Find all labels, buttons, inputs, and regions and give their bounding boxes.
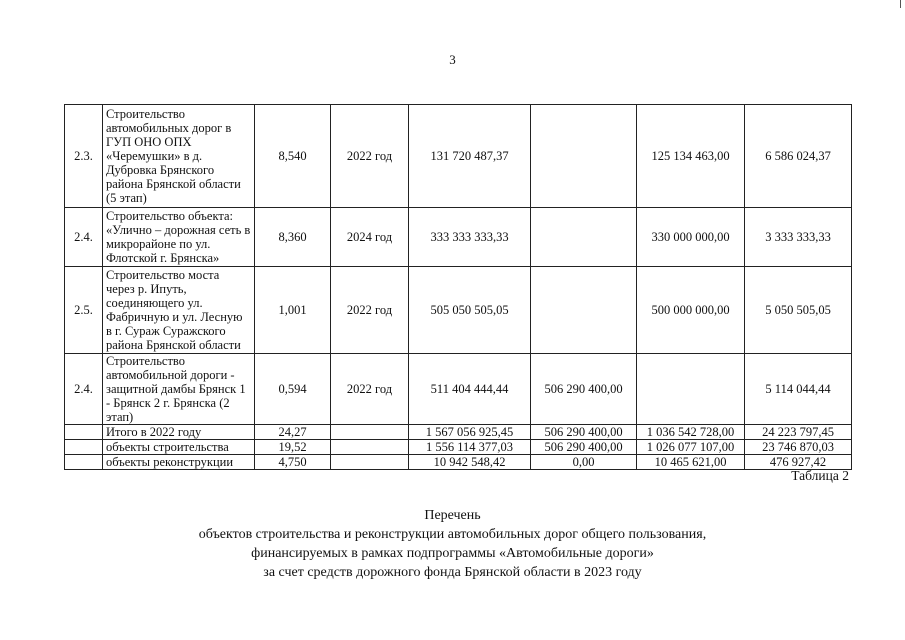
heading-line: финансируемых в рамках подпрограммы «Автомобильные дороги» — [251, 546, 654, 561]
federal-amount: 506 290 400,00 — [531, 425, 637, 440]
heading-line: объектов строительства и реконструкции автомобильных дорог общего пользования, — [198, 527, 707, 542]
empty-cell — [331, 455, 409, 470]
local-amount: 476 927,42 — [745, 455, 852, 470]
roads-table — [64, 104, 852, 470]
total-label: объекты реконструкции — [103, 455, 255, 470]
row-number: 2.4. — [65, 208, 103, 267]
local-amount: 24 223 797,45 — [745, 425, 852, 440]
table-row — [65, 105, 852, 208]
empty-cell — [65, 455, 103, 470]
total-amount: 1 556 114 377,03 — [409, 440, 531, 455]
table-row — [65, 354, 852, 425]
local-amount: 5 114 044,44 — [745, 354, 852, 425]
scan-mark — [900, 0, 901, 8]
total-amount: 131 720 487,37 — [409, 105, 531, 208]
length-km: 24,27 — [255, 425, 331, 440]
year: 2022 год — [331, 354, 409, 425]
local-amount: 23 746 870,03 — [745, 440, 852, 455]
regional-amount — [637, 354, 745, 425]
length-km: 19,52 — [255, 440, 331, 455]
length-km: 8,540 — [255, 105, 331, 208]
table-label: Таблица 2 — [791, 468, 849, 483]
federal-amount: 0,00 — [531, 455, 637, 470]
total-amount: 1 567 056 925,45 — [409, 425, 531, 440]
empty-cell — [65, 440, 103, 455]
row-number: 2.4. — [65, 354, 103, 425]
object-name: Строительство объекта: «Улично – дорожная сеть в микрорайоне по ул. Флотской г. Брянска» — [103, 208, 255, 267]
total-row — [65, 425, 852, 440]
empty-cell — [331, 425, 409, 440]
object-name: Строительство автомобильных дорог в ГУП ОНО ОПХ «Черемушки» в д. Дубровка Брянского района Брянской области (5 этап) — [103, 105, 255, 208]
year: 2022 год — [331, 105, 409, 208]
total-label: Итого в 2022 году — [103, 425, 255, 440]
regional-amount: 500 000 000,00 — [637, 267, 745, 354]
length-km: 4,750 — [255, 455, 331, 470]
empty-cell — [65, 425, 103, 440]
object-name: Строительство автомобильной дороги - защитной дамбы Брянск 1 - Брянск 2 г. Брянска (2 этап) — [103, 354, 255, 425]
total-amount: 511 404 444,44 — [409, 354, 531, 425]
federal-amount — [531, 208, 637, 267]
regional-amount: 125 134 463,00 — [637, 105, 745, 208]
object-name: Строительство моста через р. Ипуть, соединяющего ул. Фабричную и ул. Лесную в г. Сураж Суражского района Брянской области — [103, 267, 255, 354]
table-heading — [0, 506, 905, 582]
federal-amount — [531, 267, 637, 354]
length-km: 8,360 — [255, 208, 331, 267]
total-row — [65, 455, 852, 470]
total-label: объекты строительства — [103, 440, 255, 455]
regional-amount: 330 000 000,00 — [637, 208, 745, 267]
regional-amount: 1 026 077 107,00 — [637, 440, 745, 455]
length-km: 1,001 — [255, 267, 331, 354]
row-number: 2.3. — [65, 105, 103, 208]
page-number: 3 — [449, 52, 456, 67]
regional-amount: 1 036 542 728,00 — [637, 425, 745, 440]
local-amount: 3 333 333,33 — [745, 208, 852, 267]
total-amount: 333 333 333,33 — [409, 208, 531, 267]
table-row — [65, 267, 852, 354]
total-row — [65, 440, 852, 455]
year: 2024 год — [331, 208, 409, 267]
regional-amount: 10 465 621,00 — [637, 455, 745, 470]
length-km: 0,594 — [255, 354, 331, 425]
year: 2022 год — [331, 267, 409, 354]
federal-amount: 506 290 400,00 — [531, 440, 637, 455]
federal-amount — [531, 105, 637, 208]
total-amount: 505 050 505,05 — [409, 267, 531, 354]
local-amount: 5 050 505,05 — [745, 267, 852, 354]
row-number: 2.5. — [65, 267, 103, 354]
heading-line: Перечень — [424, 508, 481, 523]
local-amount: 6 586 024,37 — [745, 105, 852, 208]
federal-amount: 506 290 400,00 — [531, 354, 637, 425]
total-amount: 10 942 548,42 — [409, 455, 531, 470]
heading-line: за счет средств дорожного фонда Брянской области в 2023 году — [263, 565, 642, 580]
table-row — [65, 208, 852, 267]
empty-cell — [331, 440, 409, 455]
